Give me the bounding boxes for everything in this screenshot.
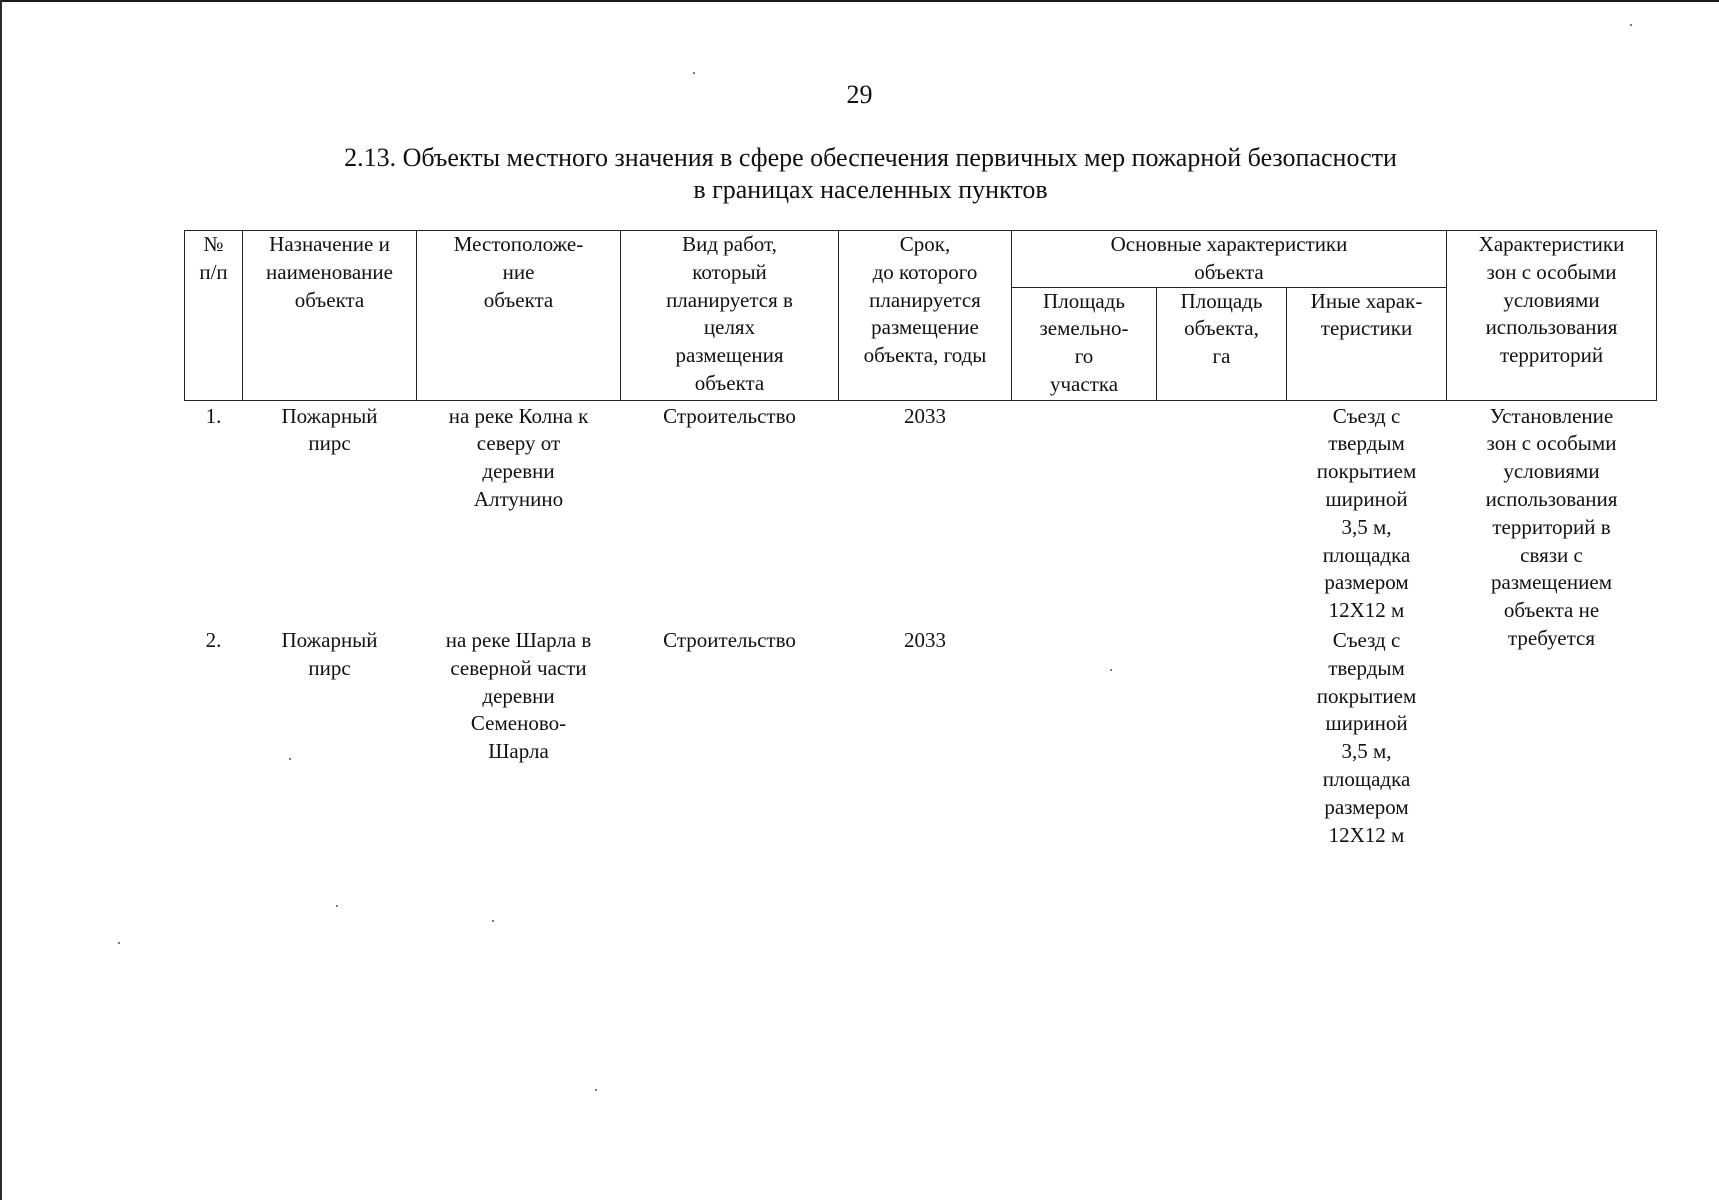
scan-speck	[1110, 669, 1112, 671]
header-main-characteristics: Основные характеристики объекта	[1012, 231, 1447, 288]
header-object-area: Площадь объекта, га	[1157, 287, 1287, 400]
objects-table-container	[184, 230, 1656, 849]
section-title-line-2: в границах населенных пунктов	[693, 175, 1048, 204]
scan-speck	[595, 1089, 597, 1091]
section-title-line-1: 2.13. Объекты местного значения в сфере обеспечения первичных мер пожарной безопасности	[344, 143, 1397, 172]
table-row	[185, 400, 1657, 625]
row-purpose: Пожарный пирс	[281, 627, 378, 680]
row-work-type: Строительство	[663, 403, 796, 428]
header-num: № п/п	[185, 231, 243, 401]
row-other-characteristics: Съезд с твердым покрытием шириной 3,5 м, площадка размером 12Х12 м	[1316, 627, 1417, 847]
row-location: на реке Колна к северу от деревни Алтунино	[448, 403, 589, 511]
scan-edge-left	[0, 0, 2, 1200]
row-term: 2033	[904, 403, 946, 428]
table-header	[185, 231, 1657, 401]
row-location: на реке Шарла в северной части деревни Семеново- Шарла	[445, 627, 592, 764]
scan-speck	[289, 758, 291, 760]
scan-edge-top	[0, 0, 1719, 2]
scan-speck	[1630, 24, 1632, 26]
header-other-characteristics: Иные харак- теристики	[1287, 287, 1447, 400]
row-num: 2.	[205, 627, 222, 652]
objects-table	[184, 230, 1657, 849]
header-row-1	[185, 231, 1657, 288]
scan-speck	[118, 942, 120, 944]
header-work-type: Вид работ, который планируется в целях размещения объекта	[621, 231, 839, 401]
row-object-area	[1157, 625, 1287, 849]
scan-speck	[336, 905, 338, 907]
header-zones: Характеристики зон с особыми условиями использования территорий	[1447, 231, 1657, 401]
row-zones: Установление зон с особыми условиями использования территорий в связи с размещением объекта не требуется	[1485, 403, 1618, 650]
row-num: 1.	[205, 403, 222, 428]
row-land-area	[1012, 400, 1157, 625]
header-land-area: Площадь земельно- го участка	[1012, 287, 1157, 400]
scan-speck	[693, 72, 695, 74]
row-other-characteristics: Съезд с твердым покрытием шириной 3,5 м, площадка размером 12Х12 м	[1316, 403, 1417, 623]
row-work-type: Строительство	[663, 627, 796, 652]
row-land-area	[1012, 625, 1157, 849]
row-object-area	[1157, 400, 1287, 625]
header-term: Срок, до которого планируется размещение объекта, годы	[839, 231, 1012, 401]
row-purpose: Пожарный пирс	[281, 403, 378, 456]
table-body	[185, 400, 1657, 849]
header-location: Местоположе- ние объекта	[417, 231, 621, 401]
scan-speck	[492, 920, 494, 922]
section-title	[200, 142, 1541, 206]
table-row	[185, 625, 1657, 849]
page-number: 29	[846, 80, 873, 109]
header-purpose: Назначение и наименование объекта	[243, 231, 417, 401]
row-term: 2033	[904, 627, 946, 652]
